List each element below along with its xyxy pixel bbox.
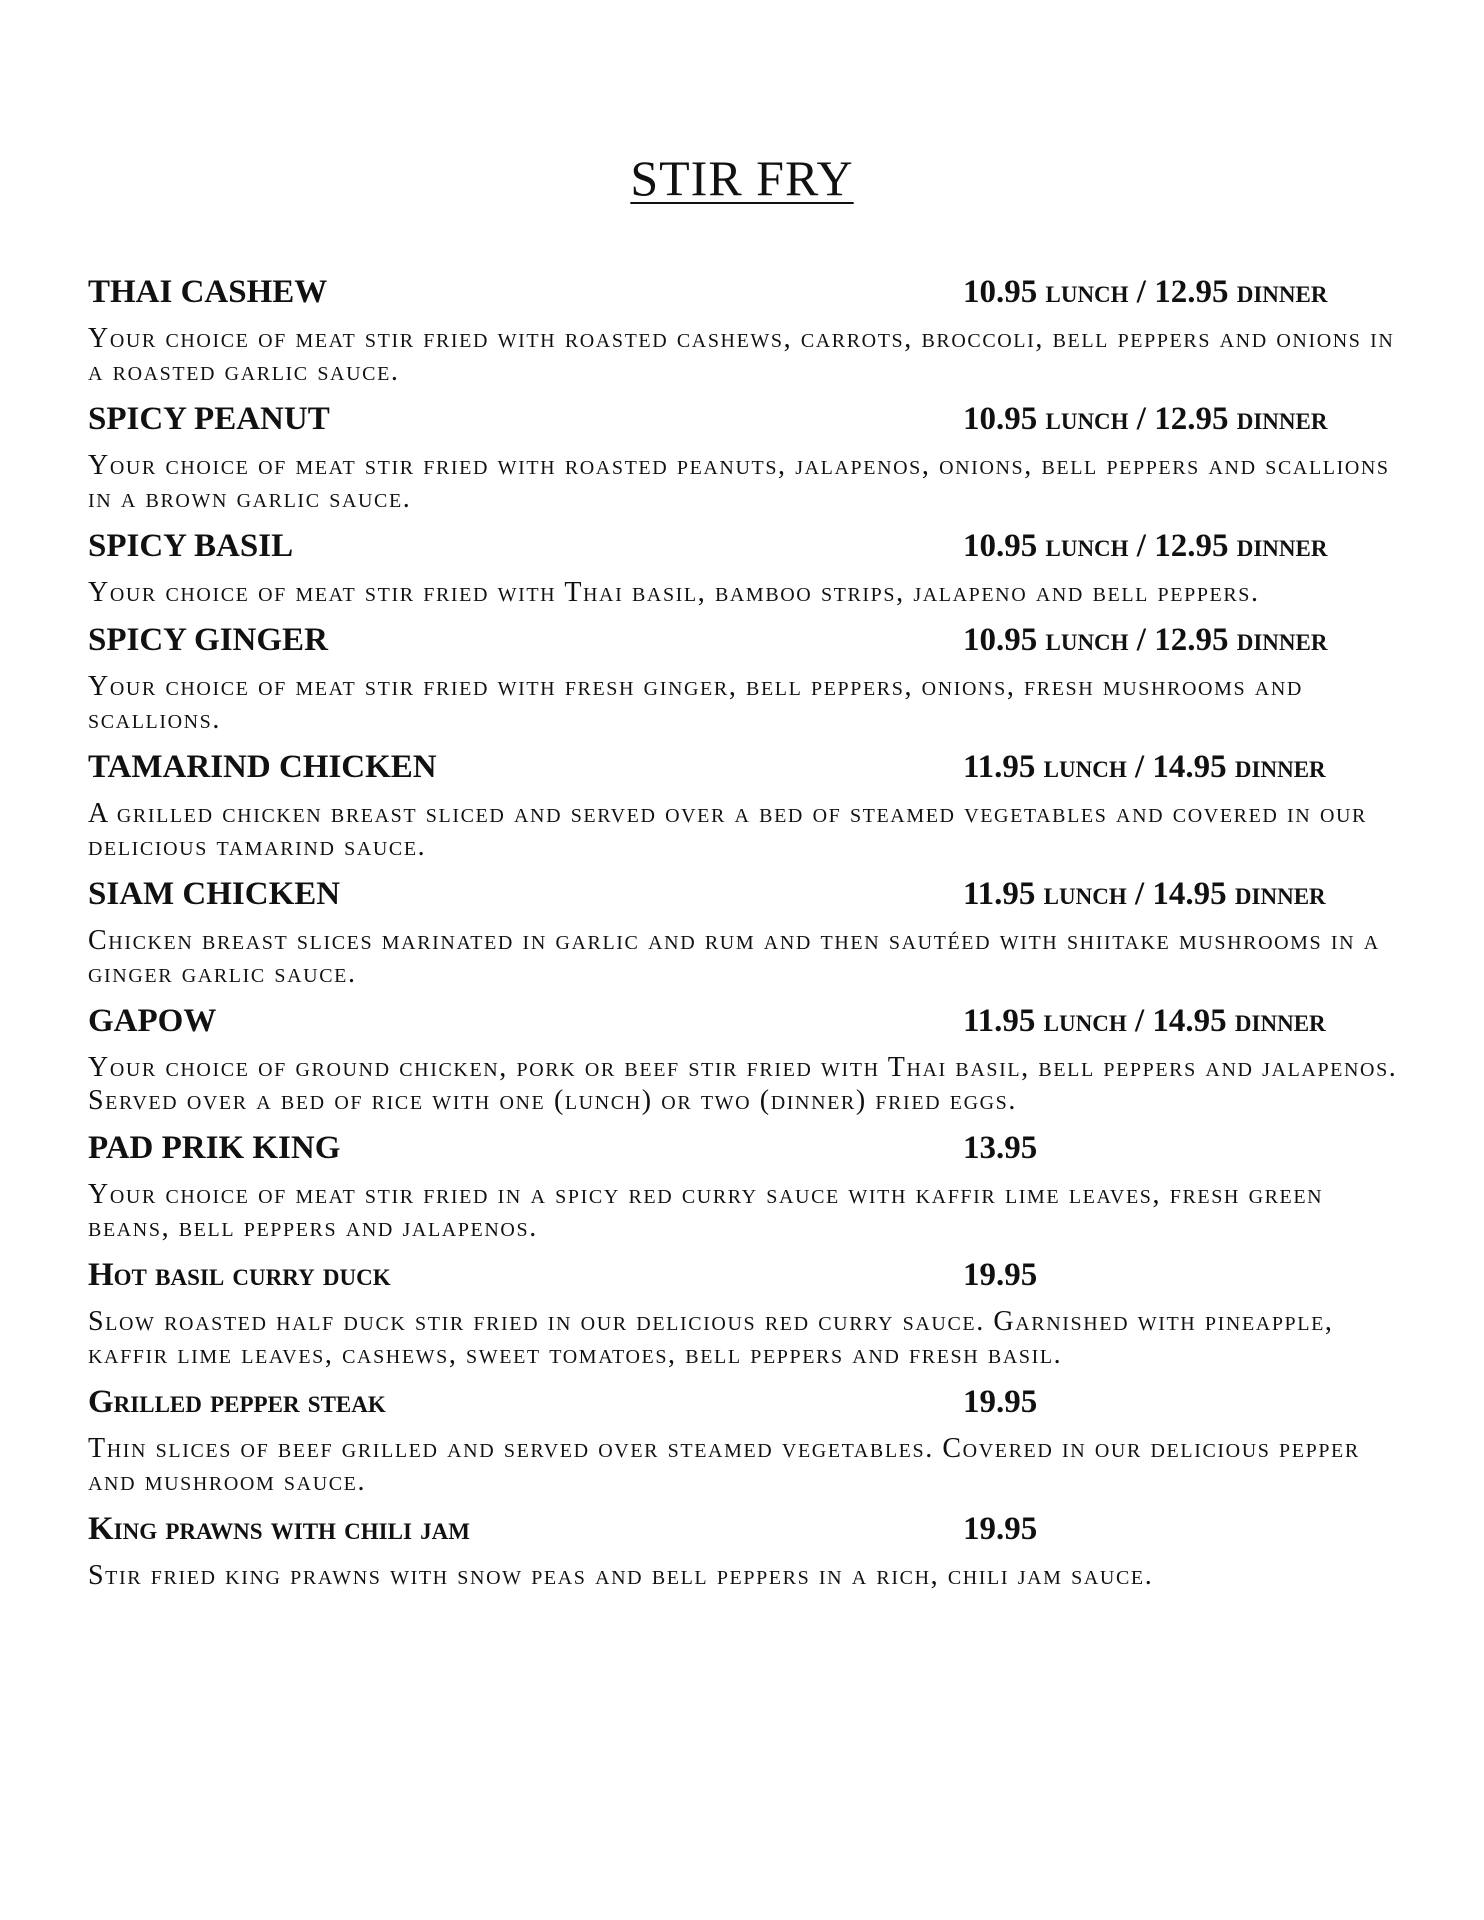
menu-item-description: Your choice of meat stir fried in a spicy red curry sauce with kaffir lime leaves, fresh green beans, bell peppers and jalapenos. <box>88 1179 1324 1243</box>
menu-item-price: 19.95 <box>963 1257 1038 1293</box>
page-title-text: STIR FRY <box>630 150 854 206</box>
page-title <box>0 150 1484 206</box>
menu-item-name: SIAM CHICKEN <box>88 876 341 912</box>
menu-item-header <box>88 268 1398 318</box>
menu-item <box>88 1251 1398 1378</box>
menu-item-price: 19.95 <box>963 1511 1038 1547</box>
menu-item <box>88 1378 1398 1505</box>
menu-item-header <box>88 1378 1398 1428</box>
menu-item-header <box>88 616 1398 666</box>
menu-item-name: Hot basil curry duck <box>88 1257 391 1293</box>
menu-item-price: 11.95 lunch / 14.95 dinner <box>963 876 1326 912</box>
menu-item-description: Your choice of meat stir fried with fresh ginger, bell peppers, onions, fresh mushrooms and scallions. <box>88 671 1303 735</box>
menu-item <box>88 395 1398 522</box>
menu-item <box>88 743 1398 870</box>
menu-item-description: Your choice of meat stir fried with roasted peanuts, jalapenos, onions, bell peppers and scallions in a brown garlic sauce. <box>88 450 1390 514</box>
menu-item-name: PAD PRIK KING <box>88 1130 341 1166</box>
menu-item-price: 19.95 <box>963 1384 1038 1420</box>
menu-item <box>88 522 1398 616</box>
menu-item <box>88 616 1398 743</box>
menu-item-list <box>88 268 1398 1599</box>
menu-item-price: 10.95 lunch / 12.95 dinner <box>963 622 1328 658</box>
menu-item-header <box>88 870 1398 920</box>
menu-item-description: Thin slices of beef grilled and served over steamed vegetables. Covered in our delicious pepper and mushroom sauce. <box>88 1433 1360 1497</box>
menu-item-description: Your choice of meat stir fried with Thai basil, bamboo strips, jalapeno and bell peppers. <box>88 577 1260 608</box>
menu-item-price: 10.95 lunch / 12.95 dinner <box>963 528 1328 564</box>
menu-item-name: THAI CASHEW <box>88 274 328 310</box>
menu-item-description: A grilled chicken breast sliced and served over a bed of steamed vegetables and covered in our delicious tamarind sauce. <box>88 798 1367 862</box>
menu-item-description: Slow roasted half duck stir fried in our delicious red curry sauce. Garnished with pineapple, kaffir lime leaves, cashews, sweet tomatoes, bell peppers and fresh basil. <box>88 1306 1334 1370</box>
menu-item <box>88 1124 1398 1251</box>
menu-item-header <box>88 743 1398 793</box>
menu-item-name: GAPOW <box>88 1003 217 1039</box>
menu-item-header <box>88 1505 1398 1555</box>
menu-item <box>88 997 1398 1124</box>
menu-item-header <box>88 997 1398 1047</box>
menu-item-header <box>88 1124 1398 1174</box>
menu-item-header <box>88 1251 1398 1301</box>
menu-item <box>88 268 1398 395</box>
menu-item-name: King prawns with chili jam <box>88 1511 470 1547</box>
menu-item-header <box>88 522 1398 572</box>
menu-item-name: TAMARIND CHICKEN <box>88 749 437 785</box>
menu-item-price: 13.95 <box>963 1130 1038 1166</box>
menu-item-price: 10.95 lunch / 12.95 dinner <box>963 274 1328 310</box>
menu-item-description: Chicken breast slices marinated in garlic and rum and then sautéed with shiitake mushrooms in a ginger garlic sauce. <box>88 925 1380 989</box>
menu-item-description: Stir fried king prawns with snow peas and bell peppers in a rich, chili jam sauce. <box>88 1560 1154 1591</box>
menu-item-price: 10.95 lunch / 12.95 dinner <box>963 401 1328 437</box>
menu-item-price: 11.95 lunch / 14.95 dinner <box>963 749 1326 785</box>
menu-item-name: SPICY GINGER <box>88 622 328 658</box>
menu-item-name: SPICY PEANUT <box>88 401 330 437</box>
menu-item-description: Your choice of meat stir fried with roasted cashews, carrots, broccoli, bell peppers and onions in a roasted garlic sauce. <box>88 323 1395 387</box>
menu-item-name: SPICY BASIL <box>88 528 294 564</box>
menu-item-header <box>88 395 1398 445</box>
menu-item-price: 11.95 lunch / 14.95 dinner <box>963 1003 1326 1039</box>
menu-item-description: Your choice of ground chicken, pork or beef stir fried with Thai basil, bell peppers and jalapenos. Served over a bed of rice with one (lunch) or two (dinner) fried eggs. <box>88 1052 1398 1116</box>
menu-item <box>88 1505 1398 1599</box>
menu-item <box>88 870 1398 997</box>
menu-item-name: Grilled pepper steak <box>88 1384 386 1420</box>
